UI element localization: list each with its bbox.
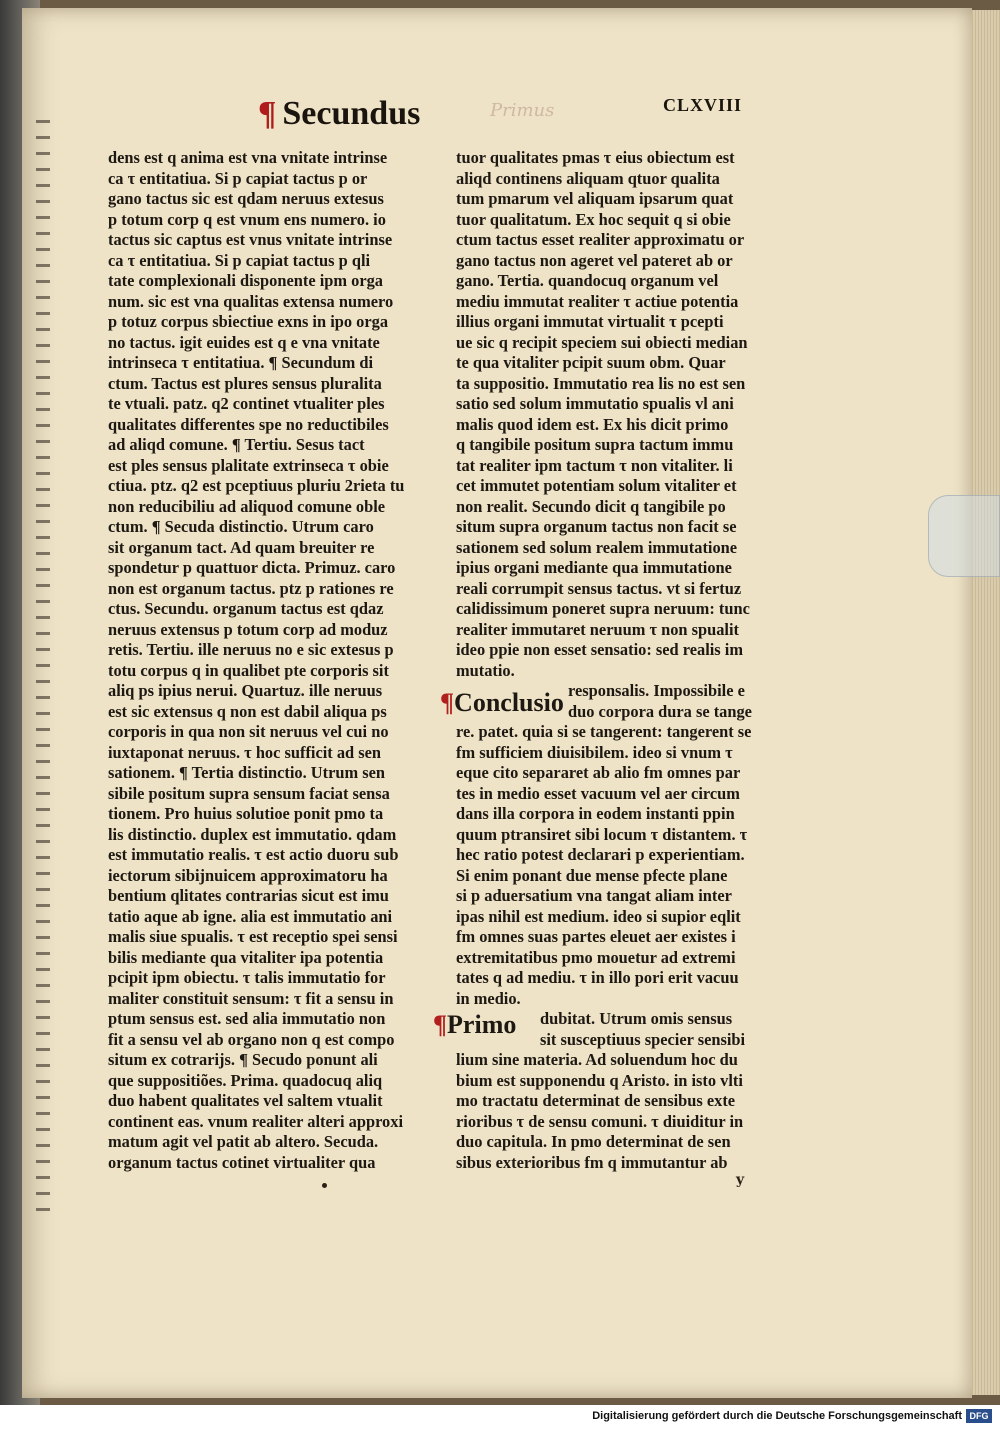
text-line: mutatio.: [456, 660, 515, 680]
show-through-text: Primus: [490, 100, 555, 121]
text-line: aliq ps ipius nerui. Quartuz. ille neruus: [108, 681, 383, 700]
text-line: tum pmarum vel aliquam ipsarum quat: [456, 189, 734, 208]
text-line: lium sine materia. Ad soluendum hoc du: [456, 1050, 738, 1069]
text-line: ctum. Tactus est plures sensus pluralita: [108, 373, 382, 393]
text-line: fm sufficiem diuisibilem. ideo si vnum τ: [456, 742, 733, 762]
text-line: intrinseca τ entitatiua. ¶ Secundum di: [108, 353, 374, 372]
text-line: in medio.: [456, 988, 521, 1008]
text-line: ue sic q recipit speciem sui obiecti median: [456, 332, 748, 352]
text-line: responsalis. Impossibile e: [568, 681, 745, 700]
footer-bar: [0, 1405, 1000, 1429]
text-line: ca τ entitatiua. Si p capiat tactus p qli: [108, 250, 371, 270]
text-line: p totum corp q est vnum ens numero. io: [108, 209, 386, 229]
text-line: ideo ppie non esset sensatio: sed realis im: [456, 640, 743, 659]
text-line: illius organi immutat virtualit τ pcepti: [456, 312, 724, 331]
text-line: malis siue spualis. τ est receptio spei sensi: [108, 927, 398, 946]
text-line: neruus extensus p totum corp ad moduz: [108, 619, 388, 639]
dfg-logo: DFG: [966, 1409, 992, 1423]
ink-dot: [322, 1183, 327, 1188]
text-line: ptum sensus est. sed alia immutatio non: [108, 1009, 386, 1028]
text-line: gano. Tertia. quandocuq organum vel: [456, 271, 719, 290]
text-line: malis quod idem est. Ex his dicit primo: [456, 414, 729, 434]
text-line: te qua vitaliter pcipit suum obm. Quar: [456, 353, 726, 372]
text-line: sationem sed solum realem immutatione: [456, 537, 738, 557]
running-head-text: Secundus: [282, 95, 421, 132]
text-line: non reducibiliu ad aliquod comune oble: [108, 496, 386, 516]
text-line: duo corpora dura se tange: [568, 701, 752, 721]
text-line: retis. Tertiu. ille neruus no e sic extesus p: [108, 640, 394, 659]
text-line: gano tactus non ageret vel pateret ab or: [456, 250, 733, 270]
text-line: no tactus. igit euides est q e vna vnitate: [108, 332, 380, 352]
text-line: tes in medio esset vacuum vel aer circum: [456, 783, 740, 803]
text-line: re. patet. quia si se tangerent: tangerent se: [456, 722, 752, 741]
text-line: dens est q anima est vna vnitate intrinse: [108, 148, 388, 167]
text-line: ta suppositio. Immutatio rea lis no est sen: [456, 373, 746, 393]
text-line: q tangibile positum supra tactum immu: [456, 435, 734, 454]
signature-mark: y: [736, 1172, 745, 1188]
text-line: duo capitula. In pmo determinat de sen: [456, 1132, 731, 1151]
text-line: ctiua. ptz. q2 est pceptiuus pluriu 2rieta tu: [108, 476, 405, 495]
text-line: est immutatio realis. τ est actio duoru sub: [108, 845, 399, 864]
text-line: gano tactus sic est qdam neruus extesus: [108, 189, 384, 208]
text-line: iuxtaponat neruus. τ hoc sufficit ad sen: [108, 742, 382, 762]
text-line: aliqd continens aliquam qtuor qualita: [456, 168, 720, 188]
text-line: sibile positum supra sensum faciat sensa: [108, 783, 390, 803]
text-line: satio sed solum immutatio spualis vl ani: [456, 394, 734, 413]
text-line: fm omnes suas partes eleuet aer existes i: [456, 927, 736, 946]
text-line: te vtuali. patz. q2 continet vtualiter ples: [108, 394, 385, 413]
text-line: p totuz corpus sbiectiue exns in ipo orga: [108, 312, 389, 331]
text-line: maliter constituit sensum: τ fit a sensu in: [108, 988, 394, 1008]
text-line: tuor qualitates pmas τ eius obiectum est: [456, 148, 735, 167]
text-line: realiter immutaret neruum τ non spualit: [456, 619, 740, 639]
text-line: sit organum tact. Ad quam breuiter re: [108, 537, 375, 557]
text-line: ctus. Secundu. organum tactus est qdaz: [108, 599, 384, 618]
text-line: qualitates differentes spe no reductibiles: [108, 414, 389, 434]
footer-credit: Digitalisierung gefördert durch die Deutsche Forschungsgemeinschaft: [592, 1410, 962, 1422]
text-line: organum tactus cotinet virtualiter qua: [108, 1152, 376, 1172]
text-line: fit a sensu vel ab organo non q est compo: [108, 1029, 395, 1049]
text-line: iectorum sibijnuicem approximatoru ha: [108, 865, 388, 885]
text-line: mo tractatu determinat de sensibus exte: [456, 1091, 736, 1110]
text-line: tionem. Pro huius solutioe ponit pmo ta: [108, 804, 384, 823]
text-line: ctum tactus esset realiter approximatu or: [456, 230, 745, 249]
text-line: bium est supponendu q Aristo. in isto vlti: [456, 1070, 743, 1090]
text-line: ca τ entitatiua. Si p capiat tactus p or: [108, 168, 368, 188]
primo-heading: ¶Primo: [433, 1010, 517, 1039]
running-head: [258, 95, 420, 133]
text-line: sibus exterioribus fm q immutantur ab: [456, 1152, 728, 1172]
text-line: corporis in qua non sit neruus vel cui no: [108, 722, 389, 741]
conclusio-heading-text: Conclusio: [454, 688, 564, 717]
text-line: ctum. ¶ Secuda distinctio. Utrum caro: [108, 517, 374, 536]
text-line: calidissimum poneret supra neruum: tunc: [456, 599, 750, 618]
text-line: tactus sic captus est vnus vnitate intrinse: [108, 230, 393, 249]
text-line: Si enim ponant due mense pfecte plane: [456, 865, 728, 885]
text-line: totu corpus q in qualibet pte corporis sit: [108, 660, 389, 680]
text-line: tates q ad mediu. τ in illo pori erit vacuu: [456, 968, 739, 987]
text-line: continent eas. vnum realiter alteri approxi: [108, 1111, 404, 1131]
left-text-column: [108, 148, 430, 1173]
text-line: duo habent qualitates vel saltem vtualit: [108, 1091, 383, 1110]
text-line: pcipit ipm obiectu. τ talis immutatio for: [108, 968, 386, 987]
text-line: tat realiter ipm tactum τ non vitaliter. li: [456, 455, 733, 475]
text-line: sationem. ¶ Tertia distinctio. Utrum sen: [108, 763, 386, 782]
text-line: hec ratio potest declarari p experientiam.: [456, 845, 745, 864]
facing-page-bleed: [36, 120, 50, 1220]
text-line: situm ex cotrarijs. ¶ Secudo ponunt ali: [108, 1050, 378, 1069]
text-line: non realit. Secundo dicit q tangibile po: [456, 496, 726, 516]
text-line: ipas nihil est medium. ideo si supior eqlit: [456, 906, 741, 926]
text-line: si p aduersatium vna tangat aliam inter: [456, 886, 732, 905]
text-line: cet immutet potentiam solum vitaliter et: [456, 476, 737, 495]
text-line: est ples sensus plalitate extrinseca τ obie: [108, 455, 389, 475]
text-line: non est organum tactus. ptz p rationes re: [108, 578, 394, 598]
text-line: dans illa corpora in eodem instanti ppin: [456, 804, 735, 823]
text-line: sit susceptiuus specier sensibi: [540, 1029, 746, 1049]
primo-heading-text: Primo: [447, 1010, 517, 1039]
text-line: extremitatibus pmo mouetur ad extremi: [456, 947, 736, 967]
text-line: tate complexionali disponente ipm orga: [108, 271, 383, 290]
text-line: matum agit vel patit ab altero. Secuda.: [108, 1132, 379, 1151]
text-line: mediu immutat realiter τ actiue potentia: [456, 291, 739, 311]
text-line: que suppositiões. Prima. quadocuq aliq: [108, 1070, 383, 1090]
text-line: dubitat. Utrum omis sensus: [540, 1009, 733, 1028]
text-line: quum ptransiret sibi locum τ distantem. τ: [456, 824, 748, 844]
text-line: eque cito separaret ab alio fm omnes par: [456, 763, 741, 782]
text-line: ipius organi mediante qua immutatione: [456, 558, 732, 577]
text-line: lis distinctio. duplex est immutatio. qdam: [108, 824, 397, 844]
text-line: bilis mediante qua vitaliter ipa potentia: [108, 947, 384, 967]
pilcrow-icon: ¶: [258, 95, 277, 132]
text-line: rioribus τ de sensu comuni. τ diuiditur in: [456, 1111, 744, 1131]
text-line: tuor qualitatum. Ex hoc sequit q si obie: [456, 209, 731, 229]
text-line: spondetur p quattuor dicta. Primuz. caro: [108, 558, 396, 577]
book-clamp: [928, 495, 1000, 577]
text-line: bentium qlitates contrarias sicut est imu: [108, 886, 389, 905]
text-line: tatio aque ab igne. alia est immutatio ani: [108, 906, 393, 926]
text-line: est sic extensus q non est dabil aliqua ps: [108, 701, 387, 721]
text-line: reali corrumpit sensus tactus. vt si fertuz: [456, 578, 742, 598]
text-line: ad aliqd comune. ¶ Tertiu. Sesus tact: [108, 435, 365, 454]
folio-number: CLXVIII: [663, 95, 743, 115]
text-line: situm supra organum tactus non facit se: [456, 517, 737, 536]
text-line: num. sic est vna qualitas extensa numero: [108, 291, 394, 311]
conclusio-heading: ¶Conclusio: [440, 688, 564, 717]
